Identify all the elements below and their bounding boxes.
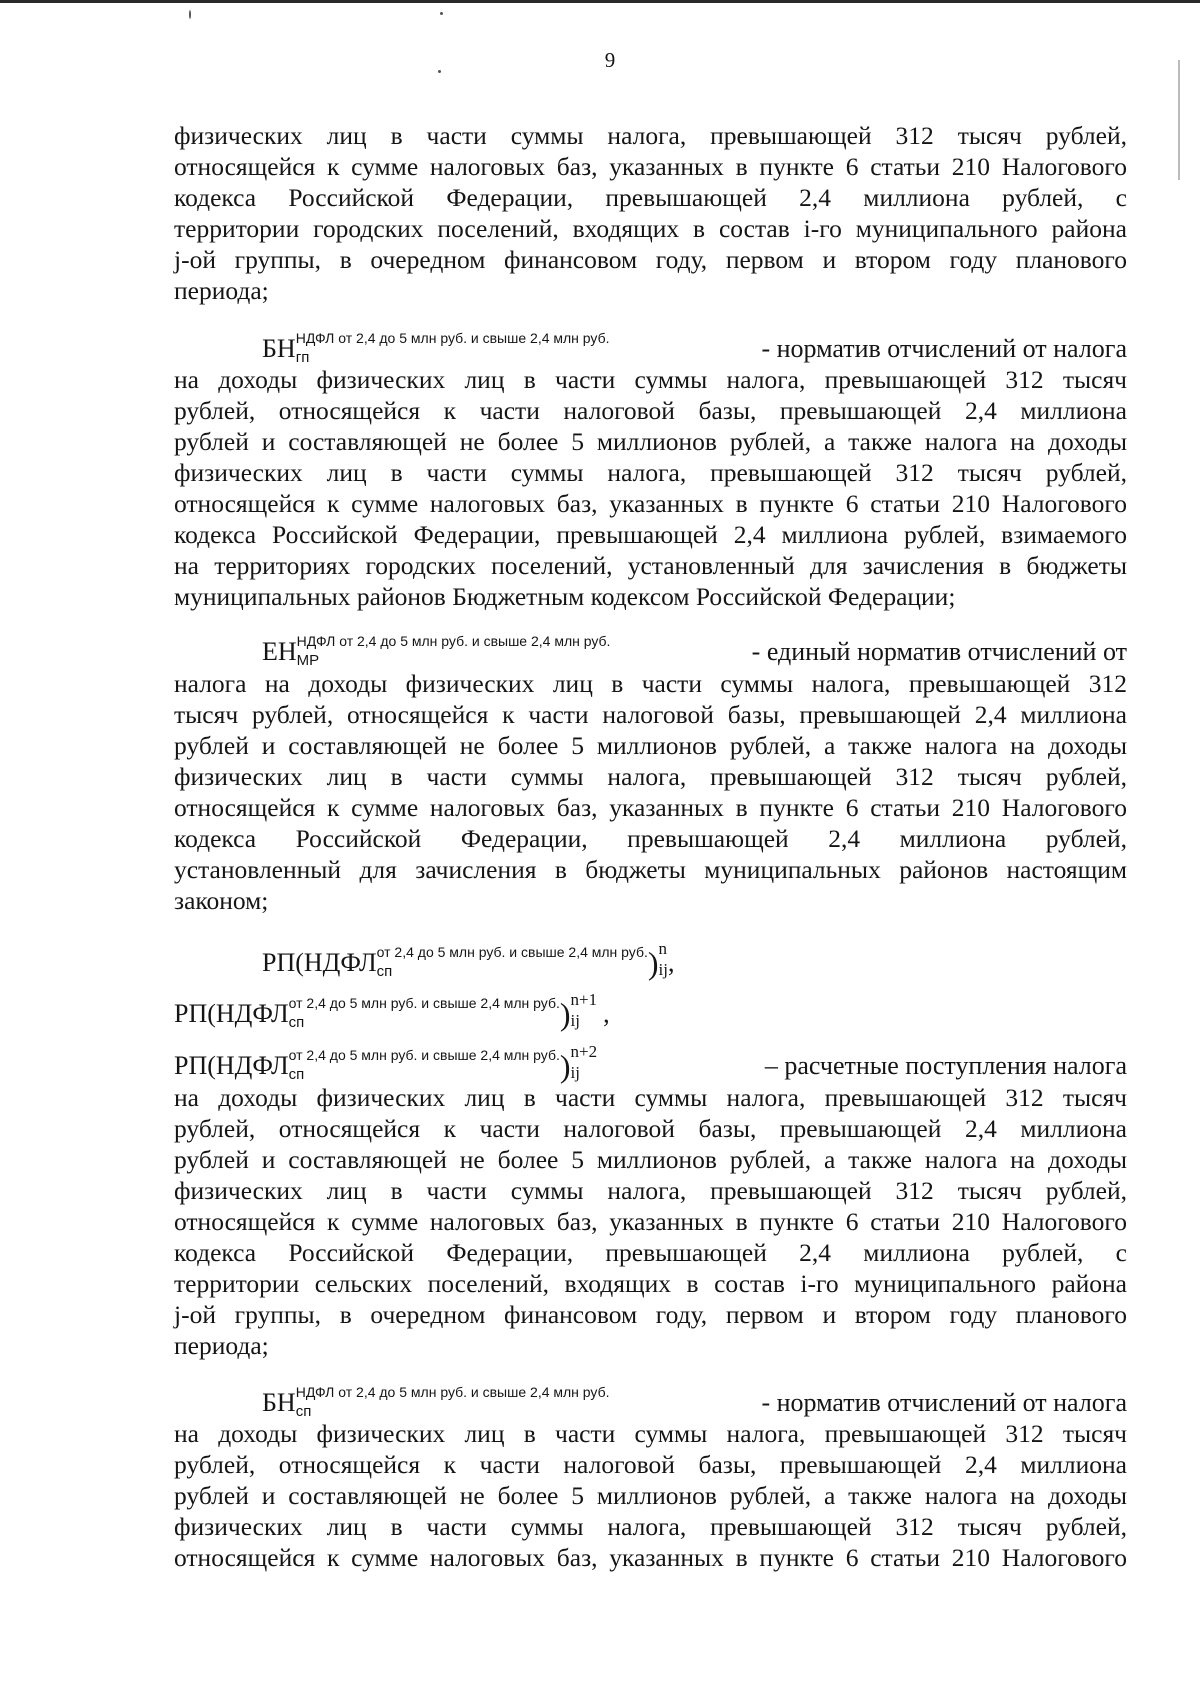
text-line: относящейся к сумме налоговых баз, указанных в пункте 6 статьи 210 Налогового (174, 1207, 1127, 1236)
text-line: на доходы физических лиц в части суммы налога, превышающей 312 тысяч (174, 1083, 1127, 1112)
definition-text: – расчетные поступления налога (764, 1051, 1127, 1080)
period-index: n (658, 939, 668, 958)
definition-rp-body (174, 1082, 1127, 1361)
definition-bn-gp-body (174, 364, 1127, 612)
text-line: кодекса Российской Федерации, превышающей 2,4 миллиона рублей, с (174, 1238, 1127, 1267)
text-line: относящейся к сумме налоговых баз, указанных в пункте 6 статьи 210 Налогового (174, 152, 1127, 181)
subscript: сп (288, 1014, 305, 1031)
definition-text: - норматив отчислений от налога (761, 1388, 1127, 1417)
rp-formula-2: РП(НДФЛ от 2,4 до 5 млн руб. и свыше 2,4 млн руб. сп ) n+1 ij , (174, 990, 610, 1032)
text-line: на доходы физических лиц в части суммы налога, превышающей 312 тысяч (174, 1419, 1127, 1448)
rp-prefix: РП(НДФЛ (262, 948, 377, 977)
text-line: физических лиц в части суммы налога, превышающей 312 тысяч рублей, (174, 762, 1127, 791)
scan-speck (189, 10, 191, 19)
text-line: периода; (174, 276, 269, 305)
definition-text: - норматив отчислений от налога (761, 334, 1127, 363)
text-line: кодекса Российской Федерации, превышающей 2,4 миллиона рублей, с (174, 183, 1127, 212)
symbol-bn: БН (262, 1388, 296, 1417)
text-line: налога на доходы физических лиц в части суммы налога, превышающей 312 (174, 669, 1127, 698)
text-line: на территориях городских поселений, установленный для зачисления в бюджеты (174, 551, 1127, 580)
paragraph-1 (174, 120, 1127, 306)
superscript: от 2,4 до 5 млн руб. и свыше 2,4 млн руб. (288, 995, 560, 1011)
scan-speck (1178, 60, 1180, 180)
superscript: от 2,4 до 5 млн руб. и свыше 2,4 млн руб. (376, 944, 648, 960)
text-line: муниципальных районов Бюджетным кодексом Российской Федерации; (174, 582, 956, 611)
text-line: рублей, относящейся к части налоговой базы, превышающей 2,4 миллиона (174, 1114, 1127, 1143)
text-line: j-ой группы, в очередном финансовом году, первом и втором году планового (174, 245, 1127, 274)
text-line: рублей, относящейся к части налоговой базы, превышающей 2,4 миллиона (174, 396, 1127, 425)
symbol-bn: БН (262, 334, 296, 363)
subscript: МР (296, 652, 320, 669)
ij-index: ij (570, 1063, 580, 1082)
superscript: от 2,4 до 5 млн руб. и свыше 2,4 млн руб. (288, 1047, 560, 1063)
subscript: сп (376, 963, 393, 980)
text-line: физических лиц в части суммы налога, превышающей 312 тысяч рублей, (174, 121, 1127, 150)
text-line: относящейся к сумме налоговых баз, указанных в пункте 6 статьи 210 Налогового (174, 793, 1127, 822)
subscript: сп (288, 1066, 305, 1083)
scan-speck (440, 12, 443, 15)
symbol-en: ЕН (262, 637, 297, 666)
text-line: на доходы физических лиц в части суммы налога, превышающей 312 тысяч (174, 365, 1127, 394)
text-line: кодекса Российской Федерации, превышающей 2,4 миллиона рублей, взимаемого (174, 520, 1127, 549)
text-line: физических лиц в части суммы налога, превышающей 312 тысяч рублей, (174, 1512, 1127, 1541)
text-line: периода; (174, 1331, 269, 1360)
text-line: j-ой группы, в очередном финансовом году, первом и втором году планового (174, 1300, 1127, 1329)
rp-prefix: РП(НДФЛ (174, 999, 289, 1028)
scan-top-edge (0, 0, 1200, 3)
rp-formula-3: РП(НДФЛ от 2,4 до 5 млн руб. и свыше 2,4 млн руб. сп ) n+2 ij – расчетные поступления налога (174, 1042, 1127, 1084)
text-line: рублей и составляющей не более 5 миллионов рублей, а также налога на доходы (174, 731, 1127, 760)
rp-prefix: РП(НДФЛ (174, 1051, 289, 1080)
text-line: относящейся к сумме налоговых баз, указанных в пункте 6 статьи 210 Налогового (174, 489, 1127, 518)
definition-en-mr-body (174, 668, 1127, 916)
superscript: НДФЛ от 2,4 до 5 млн руб. и свыше 2,4 млн руб. (295, 330, 610, 346)
definition-bn-sp-body (174, 1418, 1127, 1573)
text-line: территории городских поселений, входящих в состав i-го муниципального района (174, 214, 1127, 243)
superscript: НДФЛ от 2,4 до 5 млн руб. и свыше 2,4 млн руб. (295, 1384, 610, 1400)
period-index: n+2 (570, 1042, 598, 1061)
text-line: относящейся к сумме налоговых баз, указанных в пункте 6 статьи 210 Налогового (174, 1543, 1127, 1572)
text-line: рублей и составляющей не более 5 миллионов рублей, а также налога на доходы (174, 1145, 1127, 1174)
separator: , (603, 999, 610, 1028)
text-line: территории сельских поселений, входящих в состав i-го муниципального района (174, 1269, 1127, 1298)
subscript: гп (295, 349, 310, 366)
page-number: 9 (604, 48, 616, 72)
ij-index: ij (658, 960, 668, 979)
text-line: физических лиц в части суммы налога, превышающей 312 тысяч рублей, (174, 1176, 1127, 1205)
definition-en-mr-head (262, 633, 1127, 672)
text-line: кодекса Российской Федерации, превышающей 2,4 миллиона рублей, (174, 824, 1127, 853)
text-line: рублей и составляющей не более 5 миллионов рублей, а также налога на доходы (174, 427, 1127, 456)
subscript: сп (295, 1403, 312, 1420)
text-line: рублей и составляющей не более 5 миллионов рублей, а также налога на доходы (174, 1481, 1127, 1510)
definition-text: - единый норматив отчислений от (751, 637, 1127, 666)
ij-index: ij (570, 1011, 580, 1030)
text-line: установленный для зачисления в бюджеты муниципальных районов настоящим (174, 855, 1127, 884)
text-line: тысяч рублей, относящейся к части налоговой базы, превышающей 2,4 миллиона (174, 700, 1127, 729)
text-line: рублей, относящейся к части налоговой базы, превышающей 2,4 миллиона (174, 1450, 1127, 1479)
text-line: физических лиц в части суммы налога, превышающей 312 тысяч рублей, (174, 458, 1127, 487)
period-index: n+1 (570, 990, 598, 1009)
text-line: законом; (174, 886, 269, 915)
rp-formula-1: РП(НДФЛ от 2,4 до 5 млн руб. и свыше 2,4 млн руб. сп ) n ij , (262, 939, 675, 981)
superscript: НДФЛ от 2,4 до 5 млн руб. и свыше 2,4 млн руб. (296, 633, 611, 649)
separator: , (667, 948, 675, 977)
